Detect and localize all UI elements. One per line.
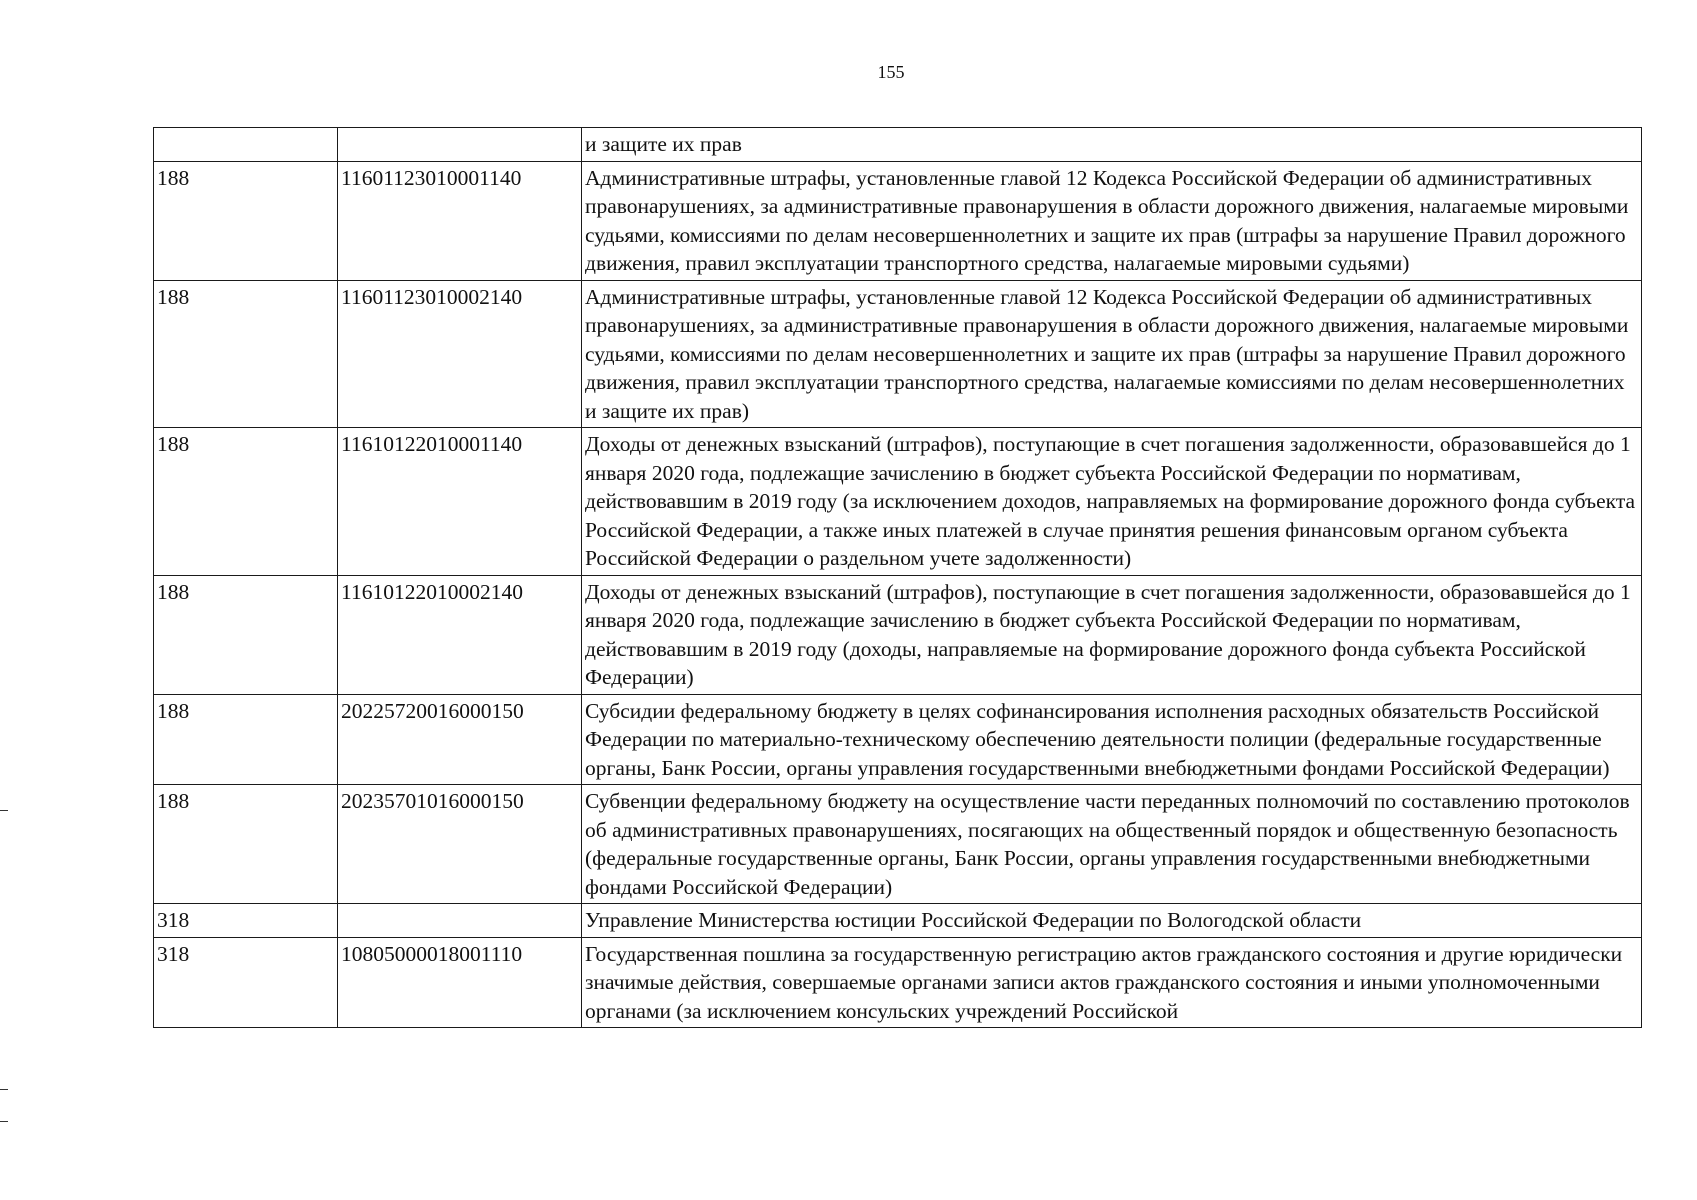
revenue-code-cell: 20235701016000150	[338, 785, 582, 904]
admin-code-cell: 188	[154, 785, 338, 904]
revenue-name-cell: Государственная пошлина за государственную регистрацию актов гражданского состояния и другие юридически значимые действия, совершаемые органами записи актов гражданского состояния и иными уполномоченными органами (за исключением консульских учреждений Российской	[582, 937, 1642, 1028]
revenue-code-cell: 20225720016000150	[338, 694, 582, 785]
admin-code-cell: 318	[154, 937, 338, 1028]
table-row	[154, 937, 1642, 1028]
scan-mark	[0, 810, 8, 811]
revenue-name-cell: Управление Министерства юстиции Российской Федерации по Вологодской области	[582, 904, 1642, 938]
revenue-name-cell: и защите их прав	[582, 128, 1642, 162]
table-row	[154, 785, 1642, 904]
admin-code-cell: 188	[154, 694, 338, 785]
page-number: 155	[877, 62, 905, 82]
revenue-name-cell: Субсидии федеральному бюджету в целях софинансирования исполнения расходных обязательств Российской Федерации по материально-техническому обеспечению деятельности полиции (федеральные государственные органы, Банк России, органы управления государственными внебюджетными фондами Российской Федерации)	[582, 694, 1642, 785]
revenue-name-cell: Административные штрафы, установленные главой 12 Кодекса Российской Федерации об административных правонарушениях, за административные правонарушения в области дорожного движения, налагаемые мировыми судьями, комиссиями по делам несовершеннолетних и защите их прав (штрафы за нарушение Правил дорожного движения, правил эксплуатации транспортного средства, налагаемые мировыми судьями)	[582, 161, 1642, 280]
table-row	[154, 161, 1642, 280]
admin-code-cell: 188	[154, 280, 338, 428]
scan-mark	[0, 1121, 8, 1122]
revenue-code-cell	[338, 904, 582, 938]
revenue-code-cell: 11601123010002140	[338, 280, 582, 428]
revenue-name-cell: Доходы от денежных взысканий (штрафов), поступающие в счет погашения задолженности, образовавшейся до 1 января 2020 года, подлежащие зачислению в бюджет субъекта Российской Федерации по нормативам, действовавшим в 2019 году (за исключением доходов, направляемых на формирование дорожного фонда субъекта Российской Федерации, а также иных платежей в случае принятия решения финансовым органом субъекта Российской Федерации о раздельном учете задолженности)	[582, 428, 1642, 576]
table-row	[154, 575, 1642, 694]
table-row	[154, 904, 1642, 938]
revenue-code-cell: 11601123010001140	[338, 161, 582, 280]
revenue-code-cell: 11610122010002140	[338, 575, 582, 694]
revenue-code-cell: 10805000018001110	[338, 937, 582, 1028]
table-row	[154, 694, 1642, 785]
table-row	[154, 428, 1642, 576]
revenue-name-cell: Субвенции федеральному бюджету на осуществление части переданных полномочий по составлению протоколов об административных правонарушениях, посягающих на общественный порядок и общественную безопасность (федеральные государственные органы, Банк России, органы управления государственными внебюджетными фондами Российской Федерации)	[582, 785, 1642, 904]
table-row	[154, 128, 1642, 162]
revenue-code-cell	[338, 128, 582, 162]
revenue-code-cell: 11610122010001140	[338, 428, 582, 576]
admin-code-cell: 188	[154, 161, 338, 280]
admin-code-cell: 188	[154, 575, 338, 694]
scan-mark	[0, 1089, 8, 1090]
revenue-name-cell: Административные штрафы, установленные главой 12 Кодекса Российской Федерации об административных правонарушениях, за административные правонарушения в области дорожного движения, налагаемые мировыми судьями, комиссиями по делам несовершеннолетних и защите их прав (штрафы за нарушение Правил дорожного движения, правил эксплуатации транспортного средства, налагаемые комиссиями по делам несовершеннолетних и защите их прав)	[582, 280, 1642, 428]
admin-code-cell	[154, 128, 338, 162]
table-row	[154, 280, 1642, 428]
revenue-codes-table	[153, 127, 1642, 1028]
admin-code-cell: 318	[154, 904, 338, 938]
revenue-name-cell: Доходы от денежных взысканий (штрафов), поступающие в счет погашения задолженности, образовавшейся до 1 января 2020 года, подлежащие зачислению в бюджет субъекта Российской Федерации по нормативам, действовавшим в 2019 году (доходы, направляемые на формирование дорожного фонда субъекта Российской Федерации)	[582, 575, 1642, 694]
admin-code-cell: 188	[154, 428, 338, 576]
